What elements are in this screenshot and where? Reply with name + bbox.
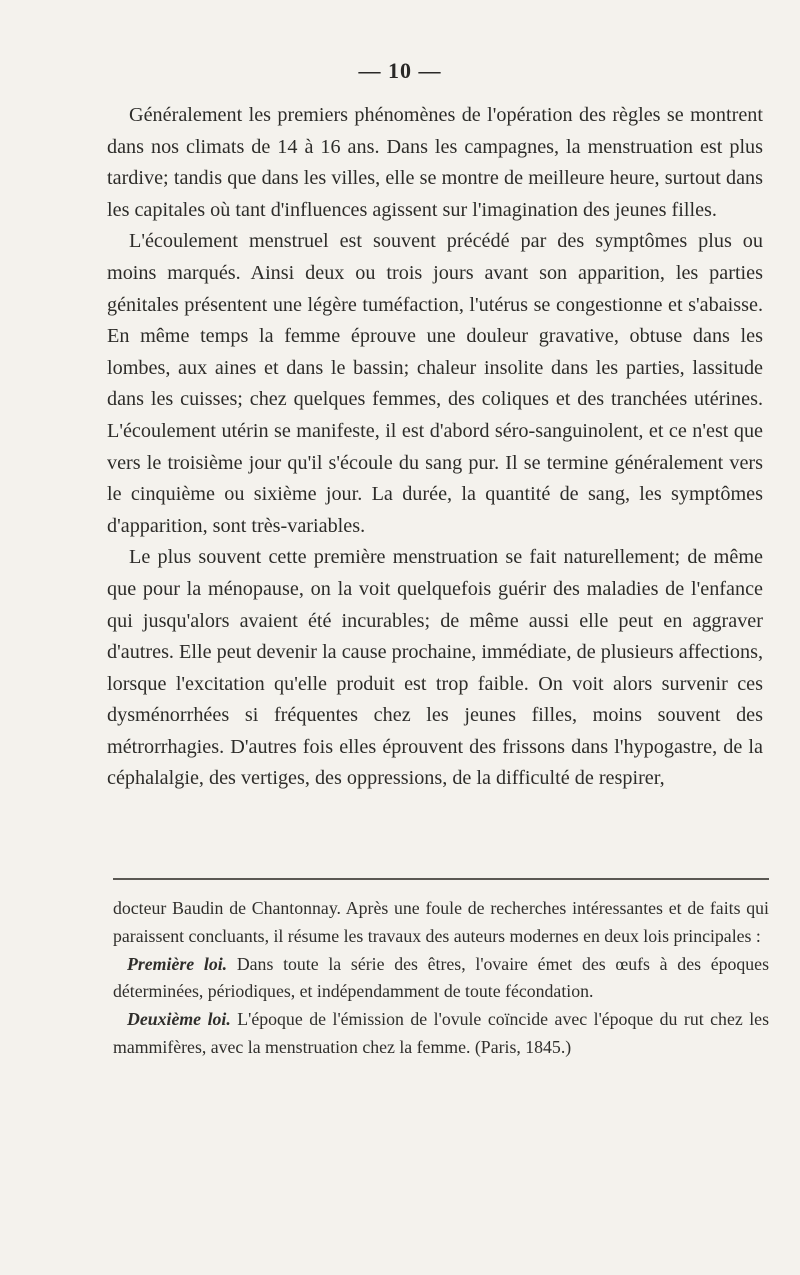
footnote-law-2 xyxy=(113,1006,769,1062)
page-number: — 10 — xyxy=(358,58,442,83)
law-2-text: L'époque de l'émission de l'ovule coïncide avec l'époque du rut chez les mammifères, avec la menstruation chez la femme. (Paris, 1845.) xyxy=(113,1009,769,1057)
footnote xyxy=(113,895,769,1062)
footnote-divider xyxy=(113,878,769,880)
law-1-text: Dans toute la série des êtres, l'ovaire émet des œufs à des époques déterminées, périodiques, et indépendamment de toute fécondation. xyxy=(113,953,769,1002)
paragraph-3: Le plus souvent cette première menstruation se fait naturellement; de même que pour la ménopause, on la voit quelquefois guérir des maladies de l'enfance qui jusqu'alors avaient été incurables; de même aussi elle peut en aggraver d'autres. Elle peut devenir la cause prochaine, immédiate, de plusieurs affections, lorsque l'excitation qu'elle produit est trop faible. On voit alors survenir ces dysménorrhées si fréquentes chez les jeunes filles, moins souvent des métrorrhagies. D'autres fois elles éprouvent des frissons dans l'hypogastre, de la céphalalgie, des vertiges, des oppressions, de la difficulté de respirer, xyxy=(107,546,763,790)
footnote-law-1 xyxy=(113,951,769,1007)
paragraph-1: Généralement les premiers phénomènes de l'opération des règles se montrent dans nos climats de 14 à 16 ans. Dans les campagnes, la menstruation est plus tardive; tandis que dans les villes, elle se montre de meilleure heure, surtout dans les capitales où tant d'influences agissent sur l'imagination des jeunes filles. xyxy=(107,104,763,221)
law-1-title: Première loi. xyxy=(127,953,228,974)
main-text xyxy=(107,100,763,795)
paragraph-2: L'écoulement menstruel est souvent précédé par des symptômes plus ou moins marqués. Ainsi deux ou trois jours avant son apparition, les parties génitales présentent une légère tuméfaction, l'utérus se congestionne et s'abaisse. En même temps la femme éprouve une douleur gravative, obtuse dans les lombes, aux aines et dans le bassin; chaleur insolite dans les parties, lassitude dans les cuisses; chez quelques femmes, des coliques et des tranchées utérines. L'écoulement utérin se manifeste, il est d'abord séro-sanguinolent, et ce n'est que vers le troisième jour qu'il s'écoule du sang pur. Il se termine généralement vers le cinquième ou sixième jour. La durée, la quantité de sang, les symptômes d'apparition, sont très-variables. xyxy=(107,230,763,537)
footnote-intro: docteur Baudin de Chantonnay. Après une foule de recherches intéressantes et de faits qui paraissent concluants, il résume les travaux des auteurs modernes en deux lois principales : xyxy=(113,898,769,946)
law-2-title: Deuxième loi. xyxy=(127,1009,231,1030)
